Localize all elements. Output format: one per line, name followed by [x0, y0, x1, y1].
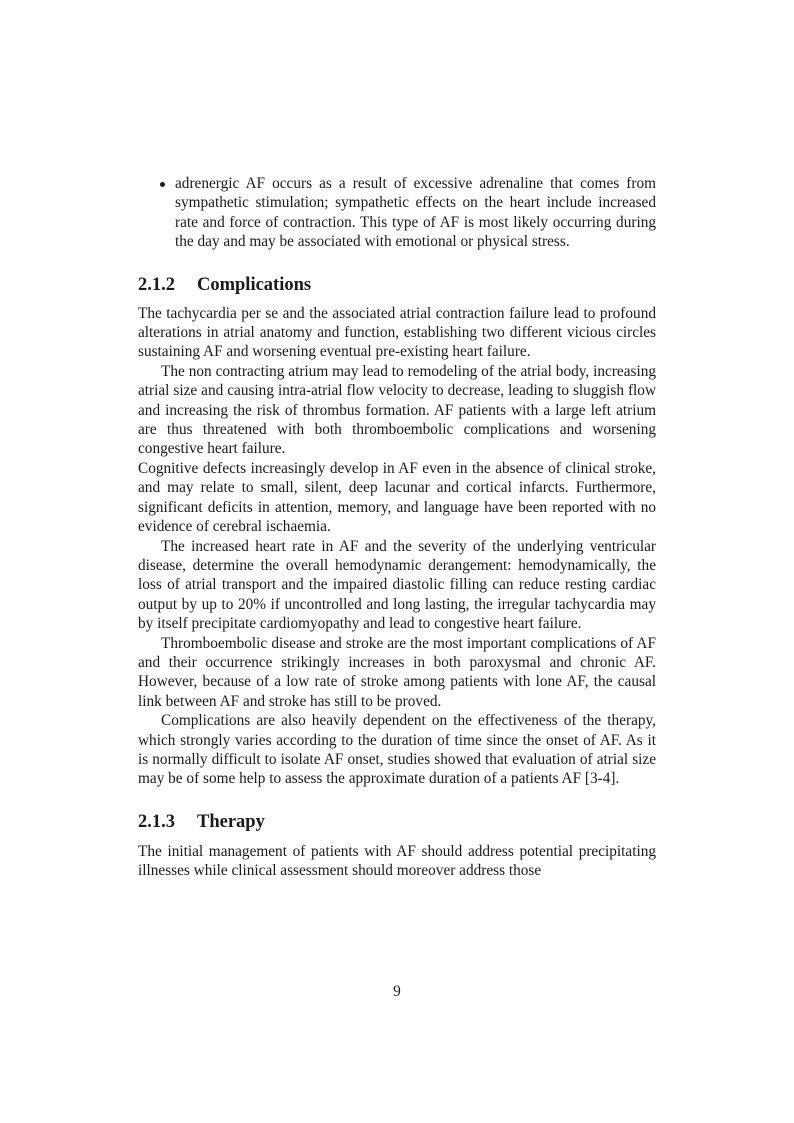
paragraph: Cognitive defects increasingly develop in AF even in the absence of clinical stroke, and may relate to small, silent, deep lacunar and cortical infarcts. Furthermore, significant deficits in attention, memory, and language have been reported with no evidence of cerebral ischaemia. — [138, 459, 656, 536]
section-title: Therapy — [197, 811, 265, 832]
page-number: 9 — [393, 983, 401, 1000]
section-heading-therapy — [138, 811, 656, 833]
section-heading-complications — [138, 274, 656, 296]
section-title: Complications — [197, 274, 312, 295]
paragraph: The initial management of patients with AF should address potential precipitating illnesses while clinical assessment should moreover address those — [138, 842, 656, 880]
paragraph: The increased heart rate in AF and the severity of the underlying ventricular disease, determine the overall hemodynamic derangement: hemodynamically, the loss of atrial transport and the impaired diastolic filling can reduce resting cardiac output by up to 20% if uncontrolled and long lasting, the irregular tachycardia may by itself precipitate cardiomyopathy and lead to congestive heart failure. — [138, 537, 656, 633]
bullet-text: adrenergic AF occurs as a result of excessive adrenaline that comes from sympathetic stimulation; sympathetic effects on the heart include increased rate and force of contraction. This type of AF is most likely occurring during the day and may be associated with emotional or physical stress. — [175, 175, 656, 251]
bullet-dot-icon — [160, 182, 165, 187]
paragraph: The tachycardia per se and the associated atrial contraction failure lead to profound alterations in atrial anatomy and function, establishing two different vicious circles sustaining AF and worsening eventual pre-existing heart failure. — [138, 304, 656, 361]
paragraph: The non contracting atrium may lead to remodeling of the atrial body, increasing atrial size and causing intra-atrial flow velocity to decrease, leading to sluggish flow and increasing the risk of thrombus formation. AF patients with a large left atrium are thus threatened with both thromboembolic complications and worsening congestive heart failure. — [138, 362, 656, 458]
bullet-item — [138, 174, 656, 252]
section-number: 2.1.3 — [138, 811, 175, 832]
page-body — [138, 174, 656, 881]
paragraph: Complications are also heavily dependent on the effectiveness of the therapy, which strongly varies according to the duration of time since the onset of AF. As it is normally difficult to isolate AF onset, studies showed that evaluation of atrial size may be of some help to assess the approximate duration of a patients AF [3-4]. — [138, 712, 656, 788]
paragraph: Thromboembolic disease and stroke are the most important complications of AF and their occurrence strikingly increases in both paroxysmal and chronic AF. However, because of a low rate of stroke among patients with lone AF, the causal link between AF and stroke has still to be proved. — [138, 634, 656, 710]
section-number: 2.1.2 — [138, 274, 175, 295]
